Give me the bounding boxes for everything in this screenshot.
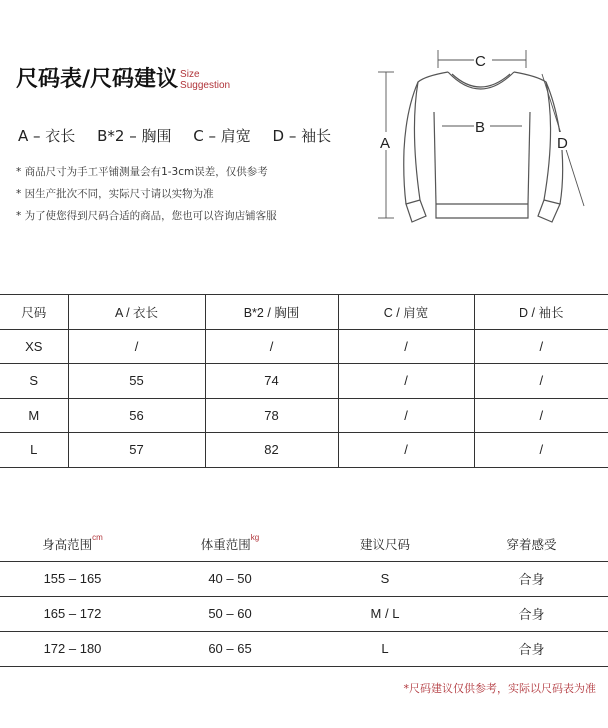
cell-sleeve: / [474, 329, 608, 364]
cell-height: 165 – 172 [0, 596, 145, 631]
cell-length: 56 [68, 398, 205, 433]
cell-sleeve: / [474, 433, 608, 468]
legend-c: C – 肩宽 [193, 127, 251, 145]
table-row [0, 398, 608, 433]
table-row [0, 596, 608, 631]
col-weight-label: 体重范围 [200, 537, 251, 552]
col-shoulder: C / 肩宽 [338, 295, 474, 330]
cell-length: / [68, 329, 205, 364]
legend-a: A – 衣长 [18, 127, 76, 145]
cell-length: 57 [68, 433, 205, 468]
cell-shoulder: / [338, 433, 474, 468]
cell-sleeve: / [474, 398, 608, 433]
label-c: C [475, 53, 486, 70]
cell-shoulder: / [338, 398, 474, 433]
weight-unit: kg [250, 532, 260, 542]
label-b: B [475, 119, 486, 136]
cell-chest: 78 [205, 398, 338, 433]
title-sub [180, 69, 230, 93]
note-item: * 为了使您得到尺码合适的商品，您也可以咨询店铺客服 [16, 210, 277, 222]
cell-shoulder: / [338, 364, 474, 399]
cell-length: 55 [68, 364, 205, 399]
note-item: * 因生产批次不同，实际尺寸请以实物为准 [16, 188, 214, 200]
subtitle-size: Size [180, 69, 200, 80]
legend-d: D – 袖长 [272, 127, 332, 145]
cell-size: M [0, 398, 68, 433]
cell-weight: 40 – 50 [145, 561, 315, 596]
table-row [0, 631, 608, 666]
cell-fit: 合身 [455, 596, 608, 631]
height-unit: cm [92, 532, 103, 542]
col-fit-feel: 穿着感受 [455, 527, 608, 561]
col-length: A / 衣长 [68, 295, 205, 330]
measure-labels [379, 50, 572, 152]
cell-shoulder: / [338, 329, 474, 364]
col-recommended-size: 建议尺码 [315, 527, 455, 561]
cell-chest: / [205, 329, 338, 364]
cell-size: S [0, 364, 68, 399]
cell-rec-size: L [315, 631, 455, 666]
rec-table-header [0, 527, 608, 561]
cell-weight: 50 – 60 [145, 596, 315, 631]
cell-height: 172 – 180 [0, 631, 145, 666]
label-d: D [557, 135, 568, 152]
page-title [16, 62, 230, 93]
cell-rec-size: M / L [315, 596, 455, 631]
table-row [0, 561, 608, 596]
cell-size: XS [0, 329, 68, 364]
cell-fit: 合身 [455, 561, 608, 596]
size-table [0, 294, 608, 468]
sweater-diagram [370, 40, 595, 230]
col-chest: B*2 / 胸围 [205, 295, 338, 330]
col-size: 尺码 [0, 295, 68, 330]
cell-fit: 合身 [455, 631, 608, 666]
col-sleeve: D / 袖长 [474, 295, 608, 330]
cell-chest: 74 [205, 364, 338, 399]
cell-size: L [0, 433, 68, 468]
col-height [0, 527, 145, 561]
size-table-header [0, 295, 608, 330]
table-row [0, 433, 608, 468]
col-weight [145, 527, 315, 561]
measurement-legend [18, 125, 348, 146]
title-main: 尺码表/尺码建议 [16, 67, 179, 92]
legend-b: B*2 – 胸围 [97, 127, 172, 145]
cell-chest: 82 [205, 433, 338, 468]
note-item: * 商品尺寸为手工平铺测量会有1-3cm误差，仅供参考 [16, 166, 268, 178]
recommendation-table [0, 527, 608, 667]
col-height-label: 身高范围 [42, 537, 93, 552]
subtitle-suggestion: Suggestion [180, 80, 231, 91]
table-row [0, 364, 608, 399]
cell-sleeve: / [474, 364, 608, 399]
notes-list [16, 165, 277, 231]
footnote: *尺码建议仅供参考，实际以尺码表为准 [403, 682, 596, 695]
table-row [0, 329, 608, 364]
cell-height: 155 – 165 [0, 561, 145, 596]
label-a: A [380, 135, 391, 152]
cell-weight: 60 – 65 [145, 631, 315, 666]
cell-rec-size: S [315, 561, 455, 596]
sweater-outline [404, 72, 563, 222]
